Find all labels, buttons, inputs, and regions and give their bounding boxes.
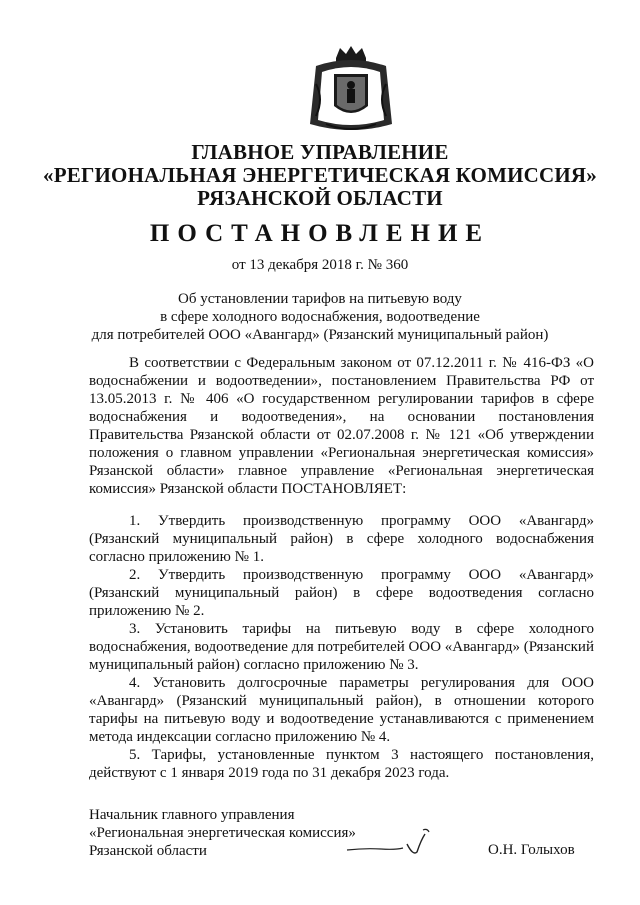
org-name-line-3: РЯЗАНСКОЙ ОБЛАСТИ: [197, 186, 443, 210]
resolution-item-3: 3. Установить тарифы на питьевую воду в сфере холодного водоснабжения, водоотведение для потребителей ООО «Авангард» (Рязанский муниципальный район) согласно приложению № 3.: [89, 621, 594, 673]
document-title: ПОСТАНОВЛЕНИЕ: [149, 220, 491, 247]
coat-of-arms-emblem: [296, 44, 406, 140]
signatory-position-line: Начальник главного управления: [89, 807, 295, 823]
org-name-line-2: «РЕГИОНАЛЬНАЯ ЭНЕРГЕТИЧЕСКАЯ КОМИССИЯ»: [43, 163, 597, 187]
resolution-item-1: 1. Утвердить производственную программу ООО «Авангард» (Рязанский муниципальный район) в сфере холодного водоснабжения согласно приложению № 1.: [89, 513, 594, 565]
preamble-paragraph: В соответствии с Федеральным законом от 07.12.2011 г. № 416-ФЗ «О водоснабжении и водоотведении», постановлением Правительства РФ от 13.05.2013 г. № 406 «О государственном регулировании тарифов в сфере водоснабжения и водоотведения», на основании постановления Правительства Рязанской области от 02.07.2008 г. № 121 «Об утверждении положения о главном управлении «Региональная энергетическая комиссия» Рязанской области» главное управление «Региональная энергетическая комиссия» Рязанской области ПОСТАНОВЛЯЕТ:: [89, 355, 594, 497]
signatory-position-line: Рязанской области: [89, 843, 207, 859]
signatory-name: О.Н. Голыхов: [488, 842, 575, 858]
document-date: от 13 декабря 2018 г. № 360: [231, 257, 409, 273]
subject-line: Об установлении тарифов на питьевую воду: [178, 291, 462, 307]
handwritten-signature: [345, 826, 445, 858]
resolution-item-5: 5. Тарифы, установленные пунктом 3 настоящего постановления, действуют с 1 января 2019 года по 31 декабря 2023 года.: [89, 747, 594, 781]
resolution-items: [89, 512, 594, 782]
signatory-position: [89, 806, 356, 860]
signatory-position-line: «Региональная энергетическая комиссия»: [89, 825, 356, 841]
resolution-item-2: 2. Утвердить производственную программу ООО «Авангард» (Рязанский муниципальный район) в сфере водоотведения согласно приложению № 2.: [89, 567, 594, 619]
subject-line: для потребителей ООО «Авангард» (Рязанский муниципальный район): [91, 327, 549, 343]
org-name-line-1: ГЛАВНОЕ УПРАВЛЕНИЕ: [191, 140, 449, 164]
document-subject: [0, 290, 640, 344]
resolution-item-4: 4. Установить долгосрочные параметры регулирования для ООО «Авангард» (Рязанский муниципальный район), в отношении которого тарифы на питьевую воду и водоотведение устанавливаются с применением метода индексации согласно приложению № 4.: [89, 675, 594, 745]
subject-line: в сфере холодного водоснабжения, водоотведение: [160, 309, 480, 325]
